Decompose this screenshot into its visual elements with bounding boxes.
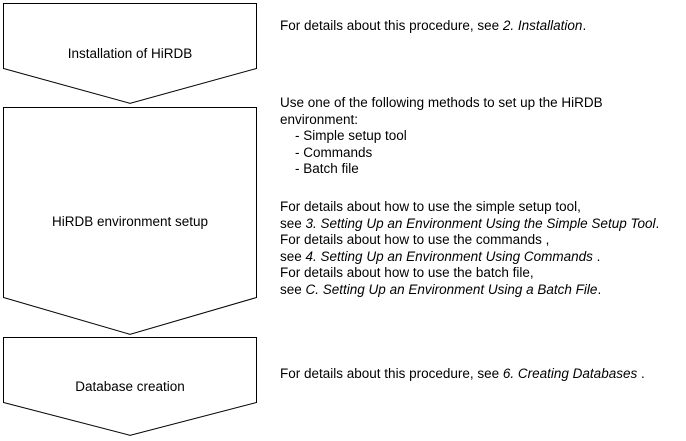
text-line: For details about how to use the commands , xyxy=(280,232,550,247)
text-line: Use one of the following methods to set up the HiRDB xyxy=(280,95,603,110)
text-line: - Commands xyxy=(295,144,373,160)
note-database xyxy=(280,366,645,383)
text-line: environment: xyxy=(280,111,359,127)
note-environment-methods xyxy=(280,95,603,178)
note-installation xyxy=(280,18,586,35)
text-line: see C. Setting Up an Environment Using a Batch File. xyxy=(280,281,602,297)
step-label-wrap xyxy=(3,3,257,104)
step-database-creation-label: Database creation xyxy=(75,379,185,394)
text-line: For details about this procedure, see 6. Creating Databases . xyxy=(280,366,645,381)
text-line: see 4. Setting Up an Environment Using Commands . xyxy=(280,248,601,264)
text-line: see 3. Setting Up an Environment Using the Simple Setup Tool. xyxy=(280,215,660,231)
flow-step-installation xyxy=(3,3,257,104)
step-label-wrap xyxy=(3,107,257,335)
text-line: - Batch file xyxy=(295,161,359,176)
step-label-wrap xyxy=(3,337,257,441)
text-line: For details about how to use the batch file, xyxy=(280,265,534,280)
step-installation-label: Installation of HiRDB xyxy=(67,46,193,61)
step-environment-setup-label: HiRDB environment setup xyxy=(51,213,209,229)
text-line: - Simple setup tool xyxy=(295,128,407,143)
flow-step-environment-setup xyxy=(3,107,257,335)
note-environment-details xyxy=(280,199,659,298)
text-line: For details about this procedure, see 2. Installation. xyxy=(280,18,587,33)
flow-step-database-creation xyxy=(3,337,257,436)
text-line: For details about how to use the simple setup tool, xyxy=(280,199,581,214)
